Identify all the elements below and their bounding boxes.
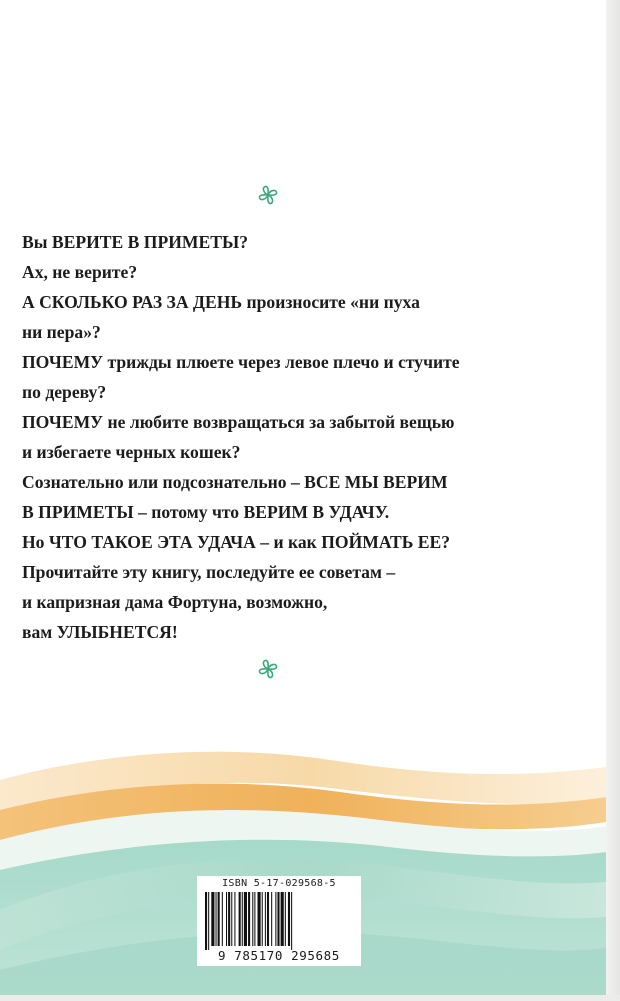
spine-edge: [606, 0, 620, 1001]
barcode-bar: [228, 892, 230, 946]
barcode-bar: [216, 892, 217, 946]
barcode-bar: [275, 892, 276, 946]
barcode-bar: [291, 892, 292, 950]
isbn-label: ISBN 5-17-029568-5: [222, 878, 336, 889]
blurb-line: Но ЧТО ТАКОЕ ЭТА УДАЧА – и как ПОЙМАТЬ ЕЕ?: [22, 532, 451, 552]
blurb-line: вам УЛЫБНЕТСЯ!: [22, 622, 178, 642]
barcode-bar: [226, 892, 227, 946]
clover-icon: [256, 183, 280, 207]
clover-icon: [256, 657, 280, 681]
blurb-line: Вы ВЕРИТЕ В ПРИМЕТЫ?: [22, 232, 249, 252]
barcode-bar: [222, 892, 223, 946]
back-cover-blurb: [22, 227, 602, 647]
barcode-bar: [254, 892, 255, 946]
barcode-bar: [244, 892, 247, 946]
barcode-bar: [252, 892, 253, 946]
blurb-line: ПОЧЕМУ не любите возвращаться за забытой вещью: [22, 412, 455, 432]
blurb-line: и капризная дама Фортуна, возможно,: [22, 592, 328, 612]
barcode-digits: 9 785170 295685: [218, 948, 340, 963]
blurb-line: и избегаете черных кошек?: [22, 442, 241, 462]
barcode-bar: [288, 892, 290, 946]
barcode-bar: [218, 892, 220, 946]
barcode-bar: [208, 892, 209, 950]
blurb-line: по дереву?: [22, 382, 107, 402]
barcode-bar: [281, 892, 284, 946]
barcode-bar: [277, 892, 279, 946]
isbn-block: [197, 876, 361, 966]
barcode-bar: [231, 892, 232, 946]
blurb-line: Сознательно или подсознательно – ВСЕ МЫ ВЕРИМ: [22, 472, 448, 492]
bottom-edge: [0, 995, 620, 1001]
barcode-bar: [285, 892, 286, 946]
barcode: [203, 892, 355, 950]
blurb-line: ПОЧЕМУ трижды плюете через левое плечо и стучите: [22, 352, 460, 372]
barcode-bar: [271, 892, 272, 946]
barcode-bar: [205, 892, 207, 950]
barcode-bar: [234, 892, 235, 946]
barcode-bar: [211, 892, 214, 946]
blurb-line: Ах, не верите?: [22, 262, 138, 282]
blurb-line: А СКОЛЬКО РАЗ ЗА ДЕНЬ произносите «ни пуха: [22, 292, 420, 312]
barcode-bar: [262, 892, 263, 946]
barcode-bar: [242, 892, 243, 946]
barcode-bar: [267, 892, 269, 946]
blurb-line: Прочитайте эту книгу, последуйте ее советам –: [22, 562, 396, 582]
barcode-bar: [239, 892, 241, 946]
barcode-bar: [248, 892, 250, 946]
blurb-line: В ПРИМЕТЫ – потому что ВЕРИМ В УДАЧУ.: [22, 502, 390, 522]
blurb-line: ни пера»?: [22, 322, 101, 342]
barcode-bar: [258, 892, 261, 946]
barcode-bar: [265, 892, 266, 946]
